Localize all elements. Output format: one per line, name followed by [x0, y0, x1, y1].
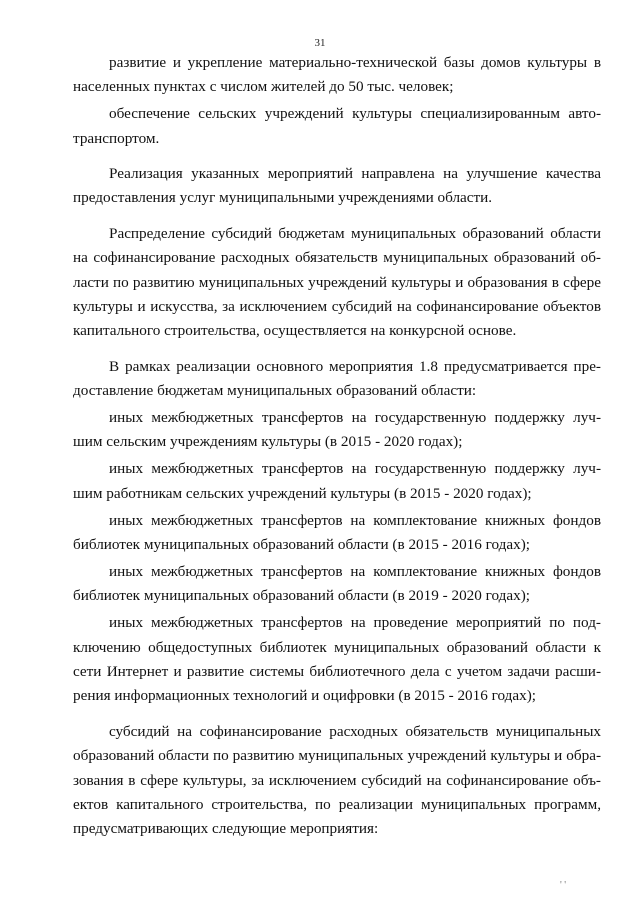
text-line: рения информационных технологий и оцифровки (в 2015 - 2016 годах);	[73, 687, 536, 705]
text-line: иных межбюджетных трансфертов на государственную поддержку луч-	[109, 409, 601, 427]
text-line: иных межбюджетных трансфертов на комплектование книжных фондов	[109, 511, 601, 529]
text-line: обеспечение сельских учреждений культуры специализированным авто-	[109, 105, 601, 123]
text-line: В рамках реализации основного мероприятия 1.8 предусматривается пре-	[109, 357, 601, 375]
text-line: культуры и искусства, за исключением субсидий на софинансирование объектов	[73, 298, 601, 316]
paragraph	[73, 406, 601, 455]
text-line: Реализация указанных мероприятий направлена на улучшение качества	[109, 165, 601, 183]
text-line: предоставления услуг муниципальными учреждениями области.	[73, 189, 493, 207]
text-line: транспортом.	[73, 129, 160, 147]
paragraph	[73, 560, 601, 609]
text-line: шим сельским учреждениям культуры (в 2015 - 2020 годах);	[73, 433, 463, 451]
page-number: 31	[314, 37, 326, 49]
body-text	[73, 51, 601, 844]
page-corner-mark: ' '	[560, 880, 567, 891]
text-line: библиотек муниципальных образований области (в 2019 - 2020 годах);	[73, 587, 530, 605]
text-line: субсидий на софинансирование расходных обязательств муниципальных	[109, 722, 601, 740]
text-line: доставление бюджетам муниципальных образований области:	[73, 382, 477, 400]
text-line: шим работникам сельских учреждений культуры (в 2015 - 2020 годах);	[73, 484, 532, 502]
text-line: ектов капитального строительства, по реализации муниципальных программ,	[73, 795, 601, 813]
paragraph	[73, 720, 601, 842]
paragraph	[73, 102, 601, 151]
text-line: зования в сфере культуры, за исключением субсидий на софинансирование объ-	[73, 771, 601, 789]
text-line: библиотек муниципальных образований области (в 2015 - 2016 годах);	[73, 536, 530, 554]
text-line: иных межбюджетных трансфертов на проведение мероприятий по под-	[109, 614, 601, 632]
text-line: населенных пунктах с числом жителей до 50 тыс. человек;	[73, 78, 454, 96]
text-line: предусматривающих следующие мероприятия:	[73, 820, 379, 838]
paragraph	[73, 457, 601, 506]
paragraph	[73, 51, 601, 100]
text-line: иных межбюджетных трансфертов на комплектование книжных фондов	[109, 562, 601, 580]
paragraph	[73, 162, 601, 211]
paragraph	[73, 222, 601, 344]
paragraph	[73, 355, 601, 404]
text-line: ключению общедоступных библиотек муниципальных образований области к	[73, 638, 601, 656]
text-line: Распределение субсидий бюджетам муниципальных образований области	[109, 224, 601, 242]
text-line: развитие и укрепление материально-технической базы домов культуры в	[109, 54, 601, 71]
text-line: сети Интернет и развитие системы библиотечного дела с учетом задачи расши-	[73, 662, 601, 680]
text-line: на софинансирование расходных обязательств муниципальных образований об-	[73, 249, 601, 267]
text-line: образований области по развитию муниципальных учреждений культуры и обра-	[73, 747, 601, 765]
text-line: иных межбюджетных трансфертов на государственную поддержку луч-	[109, 460, 601, 478]
text-line: ласти по развитию муниципальных учреждений культуры и образования в сфере	[73, 273, 601, 291]
text-line: капитального строительства, осуществляется на конкурсной основе.	[73, 322, 517, 340]
paragraph	[73, 611, 601, 709]
paragraph	[73, 509, 601, 558]
